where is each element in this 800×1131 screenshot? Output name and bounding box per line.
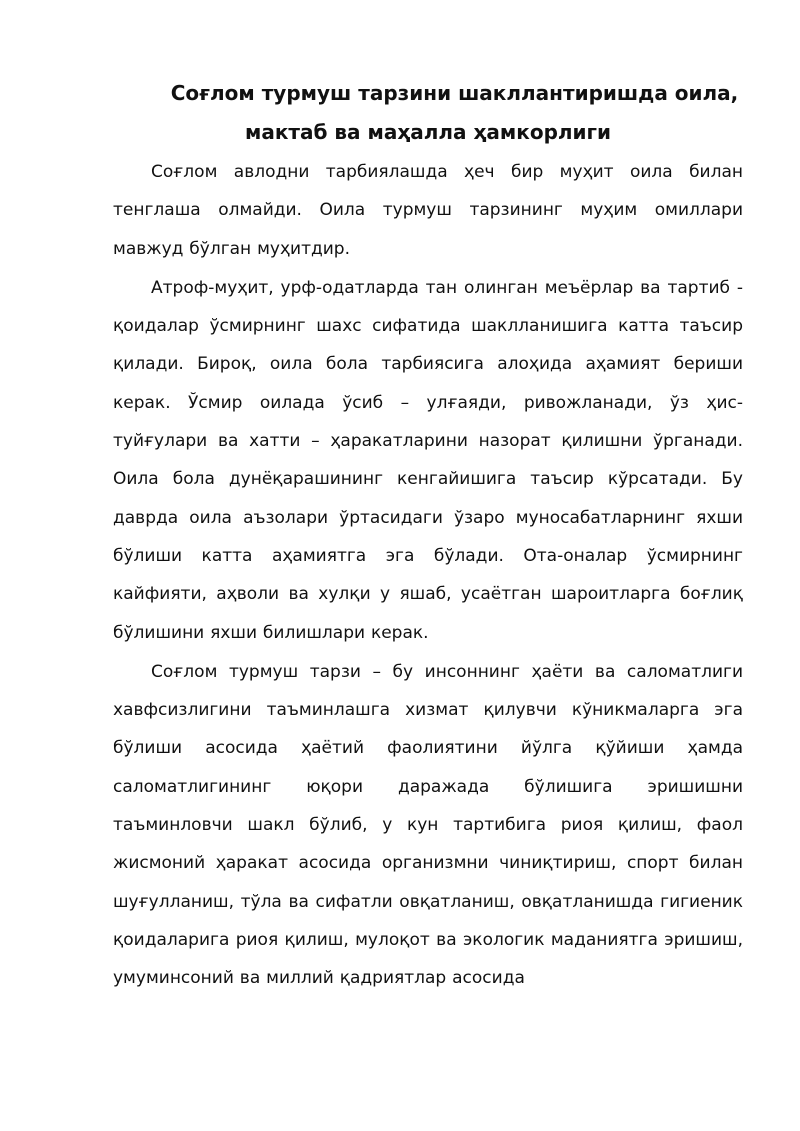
document-page	[113, 74, 743, 998]
paragraph-3: Соғлом турмуш тарзи – бу инсоннинг ҳаёти ва саломатлиги хавфсизлигини таъминлашга хизмат қилувчи кўникмаларга эга бўлиши асосида ҳаётий фаолиятини йўлга қўйиши ҳамда саломатлигининг юқори даражада бўлишига эришишни таъминловчи шакл бўлиб, у кун тартибига риоя қилиш, фаол жисмоний ҳаракат асосида организмни чиниқтириш, спорт билан шуғулланиш, тўла ва сифатли овқатланиш, овқатланишда гигиеник қоидаларига риоя қилиш, мулоқот ва экологик маданиятга эришиш, умуминсоний ва миллий қадриятлар асосида	[113, 661, 743, 989]
title-line-1: Соғлом турмуш тарзини шакллантиришда оила,	[170, 81, 739, 105]
paragraph-1: Соғлом авлодни тарбиялашда ҳеч бир муҳит оила билан тенглаша олмайди. Оила турмуш тарзининг муҳим омиллари мавжуд бўлган муҳитдир.	[113, 162, 743, 259]
paragraph-2: Атроф-муҳит, урф-одатларда тан олинган меъёрлар ва тартиб - қоидалар ўсмирнинг шахс сифатида шаклланишига катта таъсир қилади. Бироқ, оила бола тарбиясига алоҳида аҳамият бериши керак. Ўсмир оилада ўсиб – улғаяди, ривожланади, ўз ҳис-туйғулари ва хатти – ҳаракатларини назорат қилишни ўрганади. Оила бола дунёқарашининг кенгайишига таъсир кўрсатади. Бу даврда оила аъзолари ўртасидаги ўзаро муносабатларнинг яхши бўлиши катта аҳамиятга эга бўлади. Ота-оналар ўсмирнинг кайфияти, аҳволи ва хулқи у яшаб, усаётган шароитларга боғлиқ бўлишини яхши билишлари керак.	[113, 277, 743, 643]
document-title	[113, 74, 743, 152]
title-line-2: мактаб ва маҳалла ҳамкорлиги	[244, 120, 612, 144]
